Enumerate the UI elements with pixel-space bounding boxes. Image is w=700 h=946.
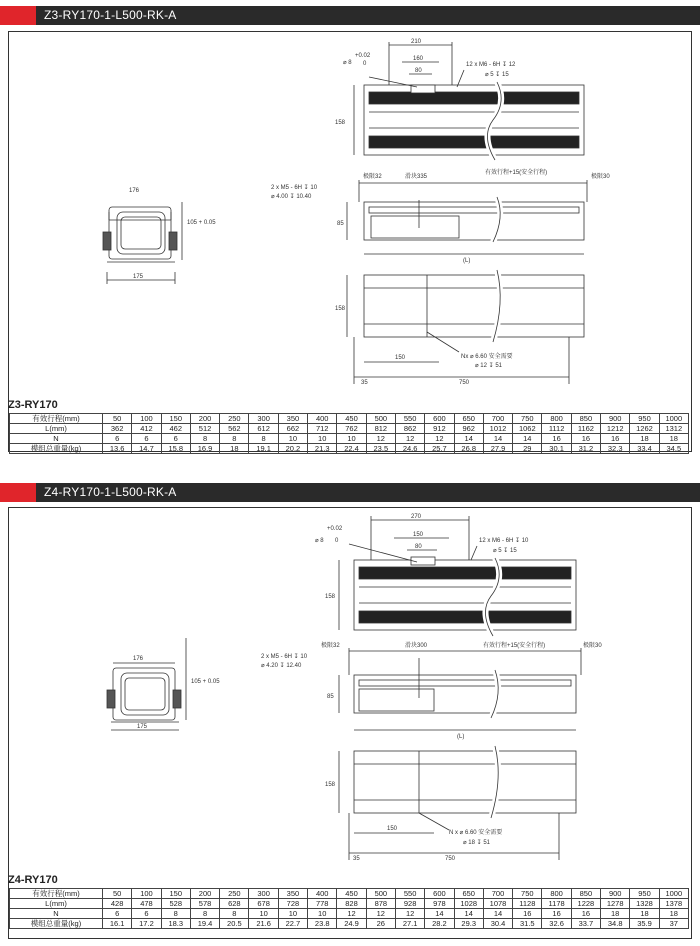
dim-slider: 160 <box>413 56 424 62</box>
technical-drawing <box>9 508 691 938</box>
table-cell: 8 <box>190 909 219 919</box>
dim-tol-lower: 0 <box>335 538 339 544</box>
dim-bottom-3: 35 <box>361 380 368 386</box>
table-cell: 1128 <box>513 899 542 909</box>
table-cell: 778 <box>308 899 337 909</box>
table-cell: 14 <box>483 909 512 919</box>
dim-pin: ⌀ 8 <box>343 60 352 66</box>
table-cell: 27.9 <box>483 444 512 454</box>
table-cell: 978 <box>425 899 454 909</box>
table-cell: 750 <box>513 414 542 424</box>
end-dim-top: 176 <box>133 656 144 662</box>
table-cell: 900 <box>601 414 630 424</box>
header-accent <box>0 6 36 25</box>
table-cell: 1000 <box>659 414 688 424</box>
table-cell: 1312 <box>659 424 688 434</box>
end-dim-height: 105 + 0.05 <box>187 220 216 226</box>
table-cell: 950 <box>630 889 659 899</box>
table-cell: 650 <box>454 414 483 424</box>
section-header <box>0 483 700 502</box>
header-accent <box>0 483 36 502</box>
dim-front-height: 85 <box>337 221 344 227</box>
table-cell: 21.6 <box>249 919 278 929</box>
table-cell: 1028 <box>454 899 483 909</box>
section-title: Z3-RY170-1-L500-RK-A <box>44 8 177 22</box>
end-dim-height: 105 + 0.05 <box>191 679 220 685</box>
table-cell: 18.3 <box>161 919 190 929</box>
table-cell: 1162 <box>571 424 600 434</box>
dim-width: 270 <box>411 514 422 520</box>
table-row <box>10 414 689 424</box>
table-cell: 1228 <box>571 899 600 909</box>
table-cell: 750 <box>513 889 542 899</box>
table-cell: 862 <box>395 424 424 434</box>
table-cell: 300 <box>249 889 278 899</box>
table-cell: 1328 <box>630 899 659 909</box>
table-row <box>10 919 689 929</box>
table-cell: 728 <box>278 899 307 909</box>
dim-bottom-3: 35 <box>353 856 360 862</box>
table-cell: 30.4 <box>483 919 512 929</box>
table-cell: 24.6 <box>395 444 424 454</box>
model-name: Z3-RY170 <box>8 399 58 411</box>
section-header <box>0 6 700 25</box>
table-cell: 800 <box>542 889 571 899</box>
table-cell: 18 <box>601 909 630 919</box>
table-cell: 23.5 <box>366 444 395 454</box>
label-limit-left: 极限32 <box>321 643 340 649</box>
table-cell: 12 <box>395 909 424 919</box>
table-cell: 850 <box>571 889 600 899</box>
table-cell: 962 <box>454 424 483 434</box>
table-cell: 10 <box>308 909 337 919</box>
note-top-2: ⌀ 5 ↧ 15 <box>493 548 517 554</box>
note-bottom: N x ⌀ 6.60 安全需要 <box>449 830 503 836</box>
dim-pitch: 80 <box>415 544 422 550</box>
table-cell: 16 <box>542 909 571 919</box>
table-cell: 8 <box>161 909 190 919</box>
row-label: N <box>10 434 103 444</box>
dim-height: 158 <box>335 120 346 126</box>
table-cell: 100 <box>132 889 161 899</box>
note-bottom-2: ⌀ 18 ↧ 51 <box>463 840 490 846</box>
bottom-view <box>339 746 576 860</box>
table-cell: 1078 <box>483 899 512 909</box>
note-front-2: ⌀ 4.00 ↧ 10.40 <box>271 194 312 200</box>
table-cell: 612 <box>249 424 278 434</box>
table-row <box>10 424 689 434</box>
dim-width: 210 <box>411 39 422 45</box>
note-bottom: Nx ⌀ 6.60 安全需要 <box>461 354 513 360</box>
table-cell: 662 <box>278 424 307 434</box>
table-row <box>10 889 689 899</box>
table-row <box>10 909 689 919</box>
dim-bottom-2: 750 <box>445 856 456 862</box>
table-cell: 250 <box>220 889 249 899</box>
table-cell: 850 <box>571 414 600 424</box>
table-cell: 950 <box>630 414 659 424</box>
note-top-2: ⌀ 5 ↧ 15 <box>485 72 509 78</box>
table-cell: 712 <box>308 424 337 434</box>
top-view <box>339 516 576 636</box>
table-cell: 14 <box>454 434 483 444</box>
dim-front-height: 85 <box>327 694 334 700</box>
table-row <box>10 434 689 444</box>
table-row <box>10 899 689 909</box>
table-cell: 8 <box>220 909 249 919</box>
table-cell: 25.7 <box>425 444 454 454</box>
table-cell: 8 <box>249 434 278 444</box>
table-cell: 828 <box>337 899 366 909</box>
table-cell: 600 <box>425 889 454 899</box>
label-limit-right: 极限30 <box>583 643 602 649</box>
note-top: 12 x M6 - 6H ↧ 12 <box>466 62 516 68</box>
table-cell: 600 <box>425 414 454 424</box>
table-cell: 550 <box>395 414 424 424</box>
end-dim-bottom: 175 <box>133 274 144 280</box>
spec-table <box>9 888 689 929</box>
table-cell: 6 <box>161 434 190 444</box>
table-cell: 50 <box>103 889 132 899</box>
table-cell: 528 <box>161 899 190 909</box>
table-cell: 812 <box>366 424 395 434</box>
dim-tol-lower: 0 <box>363 61 367 67</box>
table-cell: 500 <box>366 889 395 899</box>
table-cell: 450 <box>337 889 366 899</box>
dim-bottom-1: 150 <box>395 355 406 361</box>
dim-slider: 150 <box>413 532 424 538</box>
table-cell: 400 <box>308 889 337 899</box>
table-cell: 19.4 <box>190 919 219 929</box>
table-cell: 1378 <box>659 899 688 909</box>
table-cell: 26.8 <box>454 444 483 454</box>
table-cell: 29.3 <box>454 919 483 929</box>
table-cell: 50 <box>103 414 132 424</box>
table-cell: 762 <box>337 424 366 434</box>
table-cell: 17.2 <box>132 919 161 929</box>
note-bottom-2: ⌀ 12 ↧ 51 <box>475 363 502 369</box>
bottom-view <box>347 270 584 384</box>
table-cell: 6 <box>132 434 161 444</box>
table-cell: 350 <box>278 889 307 899</box>
end-view <box>103 202 182 284</box>
table-cell: 14.7 <box>132 444 161 454</box>
end-dim-top: 176 <box>129 188 140 194</box>
table-cell: 28.2 <box>425 919 454 929</box>
table-cell: 16 <box>542 434 571 444</box>
dim-bottom-1: 150 <box>387 826 398 832</box>
table-cell: 512 <box>190 424 219 434</box>
table-cell: 22.4 <box>337 444 366 454</box>
table-cell: 562 <box>220 424 249 434</box>
table-cell: 18 <box>630 909 659 919</box>
row-label: L(mm) <box>10 899 103 909</box>
table-cell: 31.5 <box>513 919 542 929</box>
table-cell: 1262 <box>630 424 659 434</box>
table-cell: 30.1 <box>542 444 571 454</box>
table-cell: 428 <box>103 899 132 909</box>
table-cell: 10 <box>278 434 307 444</box>
table-cell: 16 <box>571 909 600 919</box>
table-cell: 1212 <box>601 424 630 434</box>
table-cell: 478 <box>132 899 161 909</box>
note-front: 2 x M5 - 6H ↧ 10 <box>261 654 308 660</box>
table-cell: 14 <box>513 434 542 444</box>
table-cell: 10 <box>308 434 337 444</box>
table-cell: 1278 <box>601 899 630 909</box>
table-cell: 678 <box>249 899 278 909</box>
table-row <box>10 444 689 454</box>
dim-bottom-2: 750 <box>459 380 470 386</box>
table-cell: 1062 <box>513 424 542 434</box>
table-cell: 16 <box>601 434 630 444</box>
table-cell: 412 <box>132 424 161 434</box>
table-cell: 33.4 <box>630 444 659 454</box>
table-cell: 928 <box>395 899 424 909</box>
table-cell: 628 <box>220 899 249 909</box>
label-slider: 滑块300 <box>405 643 428 649</box>
table-cell: 16 <box>571 434 600 444</box>
label-limit-right: 极限30 <box>591 174 610 180</box>
note-front: 2 x M5 - 6H ↧ 10 <box>271 185 318 191</box>
row-label: 模组总重量(kg) <box>10 444 103 454</box>
table-cell: 362 <box>103 424 132 434</box>
table-cell: 23.8 <box>308 919 337 929</box>
table-cell: 650 <box>454 889 483 899</box>
table-cell: 578 <box>190 899 219 909</box>
drawing-frame <box>8 507 692 939</box>
table-cell: 12 <box>337 909 366 919</box>
front-view <box>339 648 581 730</box>
table-cell: 14 <box>483 434 512 444</box>
table-cell: 900 <box>601 889 630 899</box>
dim-tol-upper: +0.02 <box>355 53 371 59</box>
table-cell: 912 <box>425 424 454 434</box>
table-cell: 12 <box>366 434 395 444</box>
table-cell: 300 <box>249 414 278 424</box>
dim-bottom-height: 158 <box>325 782 336 788</box>
table-cell: 150 <box>161 889 190 899</box>
dim-length: (L) <box>463 258 471 264</box>
end-view <box>107 638 186 730</box>
table-cell: 1000 <box>659 889 688 899</box>
table-cell: 700 <box>483 414 512 424</box>
table-cell: 33.7 <box>571 919 600 929</box>
table-cell: 27.1 <box>395 919 424 929</box>
dim-tol-upper: +0.02 <box>327 526 343 532</box>
table-cell: 200 <box>190 414 219 424</box>
table-cell: 34.8 <box>601 919 630 929</box>
table-cell: 20.5 <box>220 919 249 929</box>
table-cell: 32.3 <box>601 444 630 454</box>
table-cell: 700 <box>483 889 512 899</box>
table-cell: 10 <box>278 909 307 919</box>
table-cell: 550 <box>395 889 424 899</box>
table-cell: 500 <box>366 414 395 424</box>
label-limit-left: 极限32 <box>363 174 382 180</box>
table-cell: 150 <box>161 414 190 424</box>
table-cell: 29 <box>513 444 542 454</box>
row-label: L(mm) <box>10 424 103 434</box>
table-cell: 100 <box>132 414 161 424</box>
front-view <box>347 180 587 254</box>
table-cell: 32.6 <box>542 919 571 929</box>
section-title: Z4-RY170-1-L500-RK-A <box>44 485 177 499</box>
dim-height: 158 <box>325 594 336 600</box>
table-cell: 400 <box>308 414 337 424</box>
end-dim-bottom: 175 <box>137 724 148 730</box>
table-cell: 18 <box>220 444 249 454</box>
table-cell: 6 <box>103 434 132 444</box>
table-cell: 20.2 <box>278 444 307 454</box>
table-cell: 462 <box>161 424 190 434</box>
table-cell: 6 <box>103 909 132 919</box>
label-stroke: 有效行程+15(安全行程) <box>483 643 546 649</box>
table-cell: 12 <box>366 909 395 919</box>
table-cell: 14 <box>425 909 454 919</box>
technical-drawing <box>9 32 691 451</box>
table-cell: 350 <box>278 414 307 424</box>
note-top: 12 x M6 - 6H ↧ 10 <box>479 538 529 544</box>
table-cell: 19.1 <box>249 444 278 454</box>
table-cell: 200 <box>190 889 219 899</box>
table-cell: 8 <box>190 434 219 444</box>
row-label: 有效行程(mm) <box>10 889 103 899</box>
table-cell: 26 <box>366 919 395 929</box>
table-cell: 10 <box>249 909 278 919</box>
drawing-frame <box>8 31 692 452</box>
row-label: N <box>10 909 103 919</box>
dim-pitch: 80 <box>415 68 422 74</box>
table-cell: 1112 <box>542 424 571 434</box>
table-cell: 31.2 <box>571 444 600 454</box>
table-cell: 35.9 <box>630 919 659 929</box>
table-cell: 1012 <box>483 424 512 434</box>
table-cell: 878 <box>366 899 395 909</box>
label-stroke: 有效行程+15(安全行程) <box>485 170 548 176</box>
table-cell: 1178 <box>542 899 571 909</box>
row-label: 有效行程(mm) <box>10 414 103 424</box>
top-view <box>354 42 584 160</box>
table-cell: 18 <box>659 909 688 919</box>
table-cell: 10 <box>337 434 366 444</box>
table-cell: 15.8 <box>161 444 190 454</box>
dim-length: (L) <box>457 734 465 740</box>
table-cell: 24.9 <box>337 919 366 929</box>
table-cell: 450 <box>337 414 366 424</box>
table-cell: 250 <box>220 414 249 424</box>
note-front-2: ⌀ 4.20 ↧ 12.40 <box>261 663 302 669</box>
table-cell: 37 <box>659 919 688 929</box>
table-cell: 14 <box>454 909 483 919</box>
spec-table <box>9 413 689 454</box>
table-cell: 6 <box>132 909 161 919</box>
model-name: Z4-RY170 <box>8 874 58 886</box>
table-cell: 800 <box>542 414 571 424</box>
table-cell: 21.3 <box>308 444 337 454</box>
table-cell: 16 <box>513 909 542 919</box>
table-cell: 8 <box>220 434 249 444</box>
row-label: 模组总重量(kg) <box>10 919 103 929</box>
table-cell: 18 <box>630 434 659 444</box>
table-cell: 12 <box>395 434 424 444</box>
table-cell: 16.9 <box>190 444 219 454</box>
table-cell: 12 <box>425 434 454 444</box>
dim-bottom-height: 158 <box>335 306 346 312</box>
dim-pin: ⌀ 8 <box>315 538 324 544</box>
table-cell: 22.7 <box>278 919 307 929</box>
table-cell: 13.6 <box>103 444 132 454</box>
table-cell: 18 <box>659 434 688 444</box>
table-cell: 34.5 <box>659 444 688 454</box>
label-slider: 滑块335 <box>405 174 428 180</box>
table-cell: 16.1 <box>103 919 132 929</box>
